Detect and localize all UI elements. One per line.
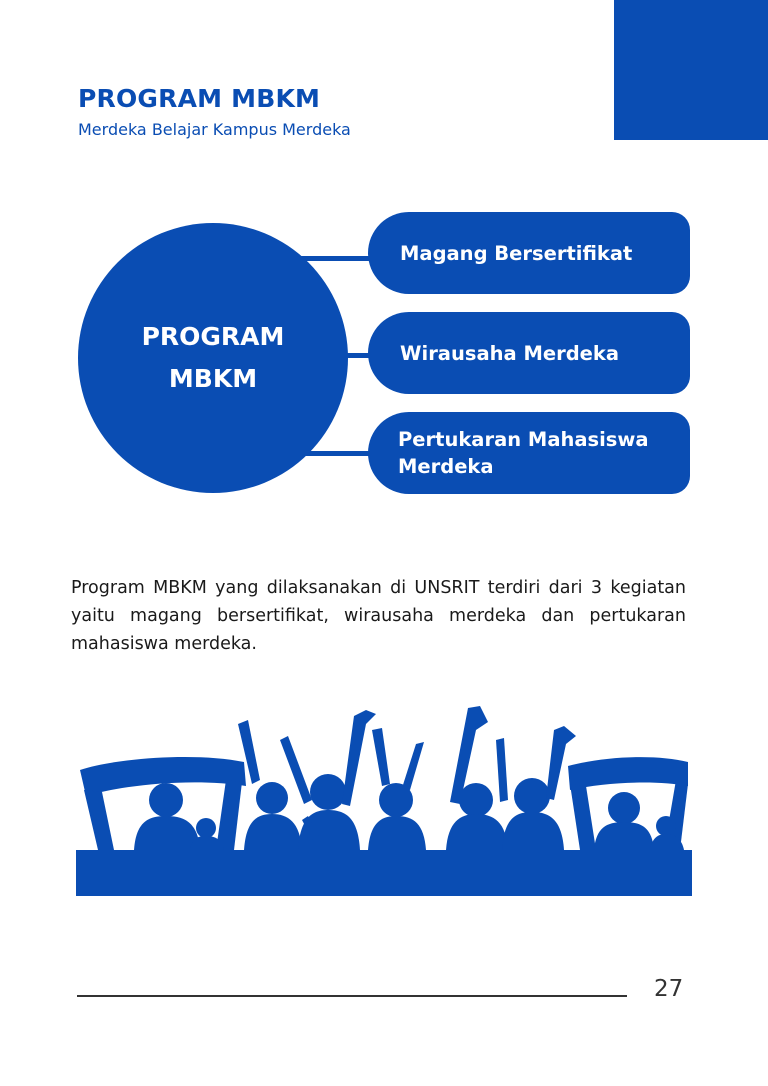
program-item-label: Magang Bersertifikat [400,241,633,265]
program-item-magang [368,212,690,294]
circle-label-line-2: MBKM [168,364,258,393]
page-number: 27 [654,976,684,1002]
body-paragraph: Program MBKM yang dilaksanakan di UNSRIT terdiri dari 3 kegiatan yaitu magang bersertifikat, wirausaha merdeka dan pertukaran mahasiswa merdeka. [71,578,686,654]
program-item-label-line-1: Pertukaran Mahasiswa [398,428,649,451]
program-item-pertukaran [368,412,690,494]
footer-divider [77,995,627,997]
corner-decoration [614,0,768,140]
program-circle [78,223,348,493]
program-item-label: Wirausaha Merdeka [400,341,620,365]
program-item-wirausaha [368,312,690,394]
circle-label-line-1: PROGRAM [141,322,285,351]
program-item-label-line-2: Merdeka [398,455,494,478]
page-subtitle: Merdeka Belajar Kampus Merdeka [78,120,351,139]
page-title: PROGRAM MBKM [78,84,321,113]
cheering-crowd-icon [76,700,692,896]
